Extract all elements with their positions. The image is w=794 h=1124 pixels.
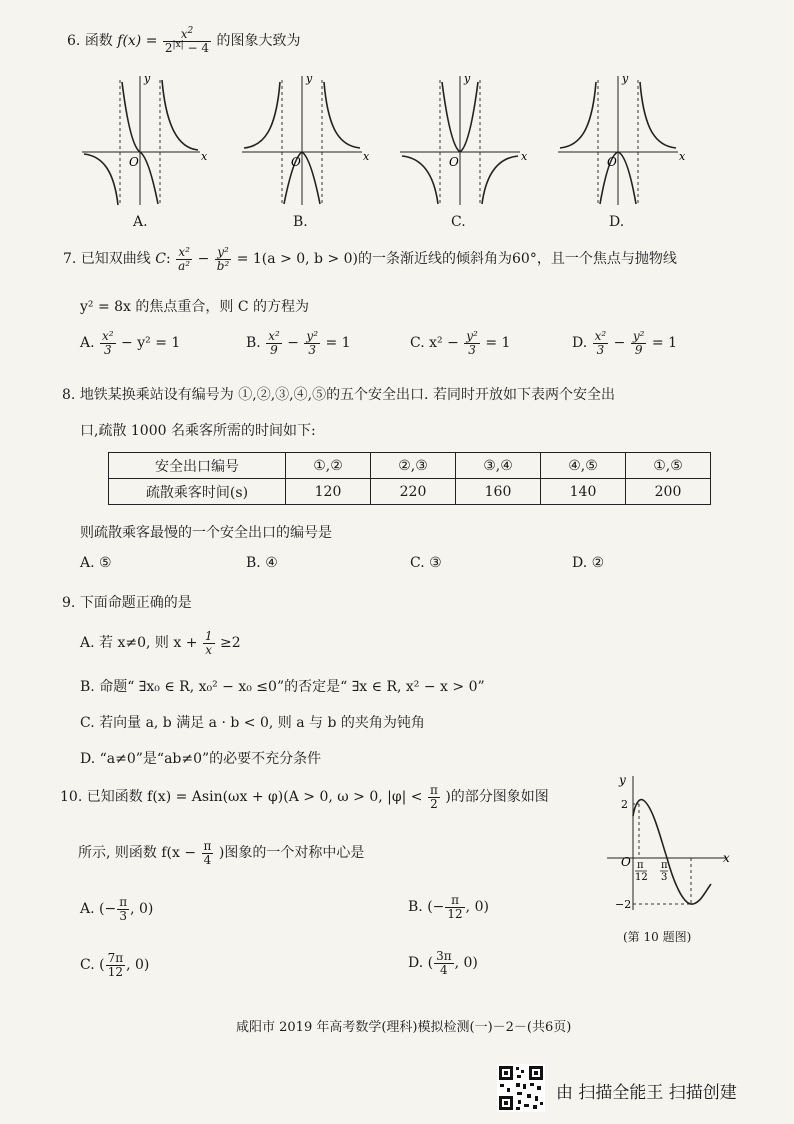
q8-line2: 口,疏散 1000 名乘客所需的时间如下: [80, 423, 316, 439]
q6-d-origin: O [607, 155, 617, 169]
table-cell: ①,⑤ [626, 453, 711, 479]
q10-option-c: C. ( $\frac{7\pi}{12}$ , 0) [80, 951, 150, 979]
table-row [109, 479, 711, 505]
q10-fig-max-label: 2 [621, 798, 628, 811]
q6-d-x-label: x [679, 150, 686, 163]
q8-option-d: D. ② [572, 555, 605, 571]
q10-fig-y-label: y [619, 773, 626, 787]
q9-option-d: D. “a≠0”是“ab≠0”的必要不充分条件 [80, 751, 322, 767]
q6-c-origin: O [449, 155, 459, 169]
page-footer: 咸阳市 2019 年高考数学(理科)模拟检测(一)－2－(共6页) [236, 1020, 572, 1035]
qr-code-icon [497, 1064, 545, 1112]
q6-d-y-label: y [622, 72, 629, 85]
q9-option-c: C. 若向量 a, b 满足 a · b < 0, 则 a 与 b 的夹角为钝角 [80, 715, 425, 731]
q6-label-a: A. [133, 214, 148, 230]
q6-label-b: B. [293, 214, 308, 230]
q10-line2: 所示, 则函数 f(x − $\frac{\pi}{4}$ )图象的一个对称中心是 [78, 839, 365, 867]
q10-fig-tick1-num: π [637, 860, 644, 871]
q10-option-d: D. ( $\frac{3\pi}{4}$ , 0) [408, 949, 478, 977]
table-cell: 疏散乘客时间(s) [109, 479, 286, 505]
q6-graph-b [240, 70, 370, 210]
table-cell: 安全出口编号 [109, 453, 286, 479]
q8-option-c: C. ③ [410, 555, 442, 571]
q8-option-a: A. ⑤ [80, 555, 112, 571]
q6-label-c: C. [451, 214, 466, 230]
table-cell: 220 [371, 479, 456, 505]
q6-stem: 6. 函数 f(x) = $\frac{x^2}{2^{|x|} - 4}$ 的图象大致为 [67, 26, 301, 55]
q6-fraction: $\frac{x^2}{2^{|x|} - 4}$ [164, 26, 210, 55]
q7-option-b: B. $\frac{\text{x²}}{9}$ − $\frac{\text{y²}}{3}$ = 1 [246, 329, 351, 357]
table-header-row [109, 453, 711, 479]
table-cell: ③,④ [456, 453, 541, 479]
q6-graph-a [80, 70, 210, 210]
q10-fig-origin: O [621, 855, 631, 869]
table-cell: ②,③ [371, 453, 456, 479]
table-cell: ①,② [286, 453, 371, 479]
q6-b-origin: O [291, 155, 301, 169]
q6-label-d: D. [609, 214, 625, 230]
q10-fig-tick2-num: π [661, 860, 668, 871]
q10-fig-tick2-den: 3 [661, 872, 668, 883]
q9-option-b: B. 命题“ ∃x₀ ∈ R, x₀² − x₀ ≤0”的否定是“ ∃x ∈ R, x² − x > 0” [80, 679, 485, 695]
q9-stem: 9. 下面命题正确的是 [62, 595, 192, 611]
q10-figure [605, 770, 735, 920]
q6-a-y-label: y [144, 72, 151, 85]
q8-line1: 8. 地铁某换乘站设有编号为 ①,②,③,④,⑤的五个安全出口. 若同时开放如下表两个安全出 [62, 387, 615, 403]
scanner-brand-text: 由 扫描全能王 扫描创建 [556, 1083, 737, 1103]
table-cell: ④,⑤ [541, 453, 626, 479]
q6-graph-c [398, 70, 528, 210]
q6-a-origin: O [129, 155, 139, 169]
q8-table [108, 452, 711, 505]
q8-option-b: B. ④ [246, 555, 278, 571]
q6-graph-d [556, 70, 686, 210]
table-cell: 120 [286, 479, 371, 505]
q7-option-c: C. x² − $\frac{\text{y²}}{3}$ = 1 [410, 329, 511, 357]
table-cell: 140 [541, 479, 626, 505]
q8-question: 则疏散乘客最慢的一个安全出口的编号是 [80, 525, 332, 541]
table-cell: 200 [626, 479, 711, 505]
q10-fig-min-label: −2 [615, 898, 632, 911]
q10-figure-caption: (第 10 题图) [623, 930, 692, 944]
q10-fig-tick1-den: 12 [635, 872, 648, 883]
q9-option-a: A. 若 x≠0, 则 x + $\frac{1}{x}$ ≥2 [80, 629, 241, 657]
q7-stem: 7. 已知双曲线 C: $\frac{\text{x²}}{\text{a²}}$ − $\frac{\text{y²}}{\text{b²}}$ = 1(a > 0, b > 0)的一条渐近线的倾斜角为60°，且一个焦点与抛物线 [63, 245, 677, 273]
q7-line2: y² = 8x 的焦点重合，则 C 的方程为 [80, 299, 310, 315]
q7-option-a: A. $\frac{\text{x²}}{3}$ − y² = 1 [80, 329, 181, 357]
table-cell: 160 [456, 479, 541, 505]
q6-b-y-label: y [306, 72, 313, 85]
q10-fig-x-label: x [723, 851, 730, 865]
q10-option-b: B. (− $\frac{\pi}{12}$ , 0) [408, 893, 489, 921]
q7-option-d: D. $\frac{\text{x²}}{3}$ − $\frac{\text{y²}}{9}$ = 1 [572, 329, 677, 357]
q6-c-y-label: y [464, 72, 471, 85]
q6-b-x-label: x [363, 150, 370, 163]
q10-option-a: A. (− $\frac{\pi}{3}$ , 0) [80, 895, 154, 923]
q6-c-x-label: x [521, 150, 528, 163]
q10-stem: 10. 已知函数 f(x) = Asin(ωx + φ)(A > 0, ω > 0, |φ| < $\frac{\pi}{2}$ )的部分图象如图 [60, 783, 549, 811]
q6-a-x-label: x [201, 150, 208, 163]
